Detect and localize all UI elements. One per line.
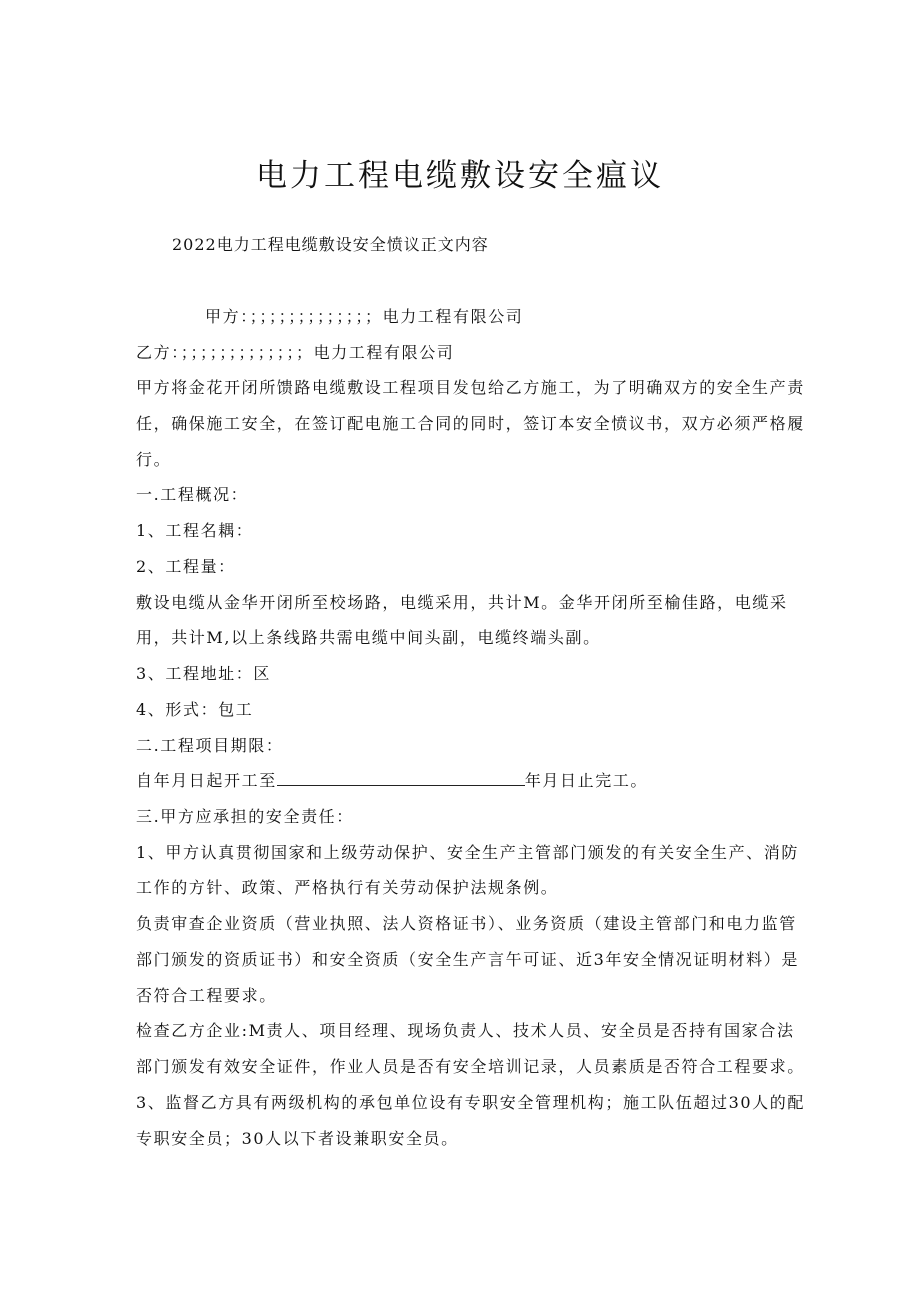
duty-1-line-2: 工作的方针、政策、严格执行有关劳动保护法规条例。 — [136, 878, 559, 897]
item-3-line: 3、工程地址：区 — [136, 664, 271, 683]
document-title: 电力工程电缆敷设安全瘟议 — [256, 158, 664, 194]
period-blank-underline — [277, 771, 525, 786]
duty-2-line-3: 否符合工程要求。 — [136, 986, 277, 1005]
period-start-text: 自年月日起开工至 — [136, 771, 277, 790]
intro-line-1: 甲方将金花开闭所馈路电缆敷设工程项目发包给乙方施工，为了明确双方的安全生产责 — [136, 378, 805, 397]
duty-4-line-2: 专职安全员；30人以下者设兼职安全员。 — [136, 1129, 459, 1148]
item-4-line: 4、形式：包工 — [136, 700, 254, 719]
quantity-line-1: 敷设电缆从金华开闭所至校场路，电缆采用，共计M。金华开闭所至榆佳路，电缆采 — [136, 593, 788, 612]
duty-3-line-1: 检查乙方企业:M责人、项目经理、现场负责人、技术人员、安全员是否持有国家合法 — [136, 1021, 795, 1040]
period-end-text: 年月日止完工。 — [524, 771, 649, 790]
party-b-line: 乙方：；；；；；；；；；；；；；电力工程有限公司 — [136, 343, 455, 362]
item-1-line: 1、工程名耦： — [136, 521, 254, 540]
duty-2-line-1: 负责审查企业资质（营业执照、法人资格证书）、业务资质（建设主管部门和电力监管 — [136, 914, 797, 933]
period-line — [136, 768, 796, 791]
item-2-line: 2、工程量： — [136, 557, 236, 576]
duty-3-line-2: 部门颁发有效安全证件，作业人员是否有安全培训记录，人员素质是否符合工程要求。 — [136, 1057, 805, 1076]
intro-line-3: 行。 — [136, 450, 172, 469]
duty-4-line-1: 3、监督乙方具有两级机构的承包单位设有专职安全管理机构；施工队伍超过30人的配 — [136, 1093, 805, 1112]
section-2-heading: 二.工程项目期限： — [136, 736, 284, 755]
intro-line-2: 任，确保施工安全，在签订配电施工合同的同时，签订本安全愤议书，双方必须严格履 — [136, 414, 805, 433]
duty-2-line-2: 部门颁发的资质证书）和安全资质（安全生产言午可证、近3年安全情况证明材料）是 — [136, 950, 799, 969]
party-a-line: 甲方：；；；；；；；；；；；；；电力工程有限公司 — [205, 307, 524, 326]
quantity-line-2: 用，共计M,以上条线路共需电缆中间头副，电缆终端头副。 — [136, 628, 601, 647]
document-subtitle: 2022电力工程电缆敷设安全愤议正文内容 — [172, 235, 489, 254]
duty-1-line-1: 1、甲方认真贯彻国家和上级劳动保护、安全生产主管部门颁发的有关安全生产、消防 — [136, 843, 799, 862]
section-3-heading: 三.甲方应承担的安全责任： — [136, 807, 354, 826]
section-1-heading: 一.工程概况： — [136, 485, 249, 504]
